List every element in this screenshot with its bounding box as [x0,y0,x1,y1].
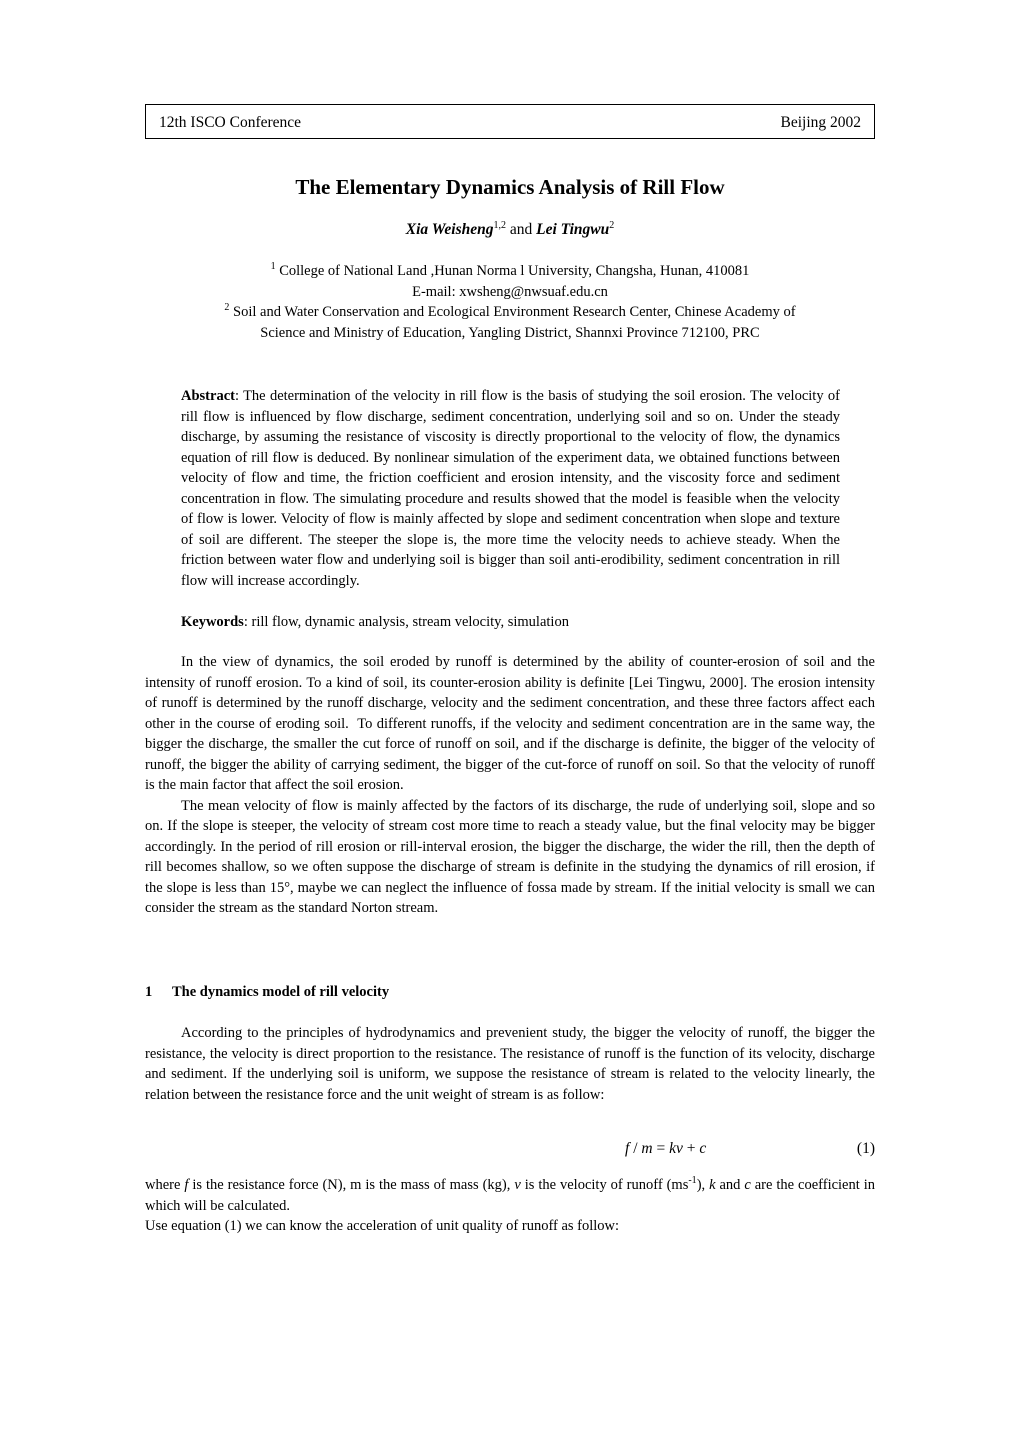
affiliation-1 [160,261,860,282]
author-line [0,219,1020,241]
eq-slash: / [629,1140,642,1157]
header-conference: 12th ISCO Conference [159,114,302,131]
body-paragraph-2: The mean velocity of flow is mainly affected by the factors of its discharge, the rude of underlying soil, slope and so on. If the slope is steeper, the velocity of stream cost more time to reach a steady value, but the final velocity may be bigger accordingly. In the period of rill erosion or rill-interval erosion, the bigger the discharge, the wider the rill, then the depth of rill becomes shallow, so we often suppose the discharge of stream is definite in the studying the dynamics of rill erosion, if the slope is less than 15°, maybe we can neglect the influence of fossa made by stream. If the initial velocity is small we can consider the stream as the standard Norton stream. [145,797,875,916]
body-paragraph-5: Use equation (1) we can know the acceleration of unit quality of runoff as follow: [145,1218,620,1234]
affiliation-1-text: College of National Land ,Hunan Norma l University, Changsha, Hunan, 410081 [275,263,750,279]
abstract-text: : The determination of the velocity in rill flow is the basis of studying the soil erosion. The velocity of rill flow is influenced by flow discharge, sediment concentration, underlying soil and so on. Under the steady discharge, by assuming the resistance of viscosity is directly proportional to the velocity of flow, the dynamics equation of rill flow is deduced. By nonlinear simulation of the experiment data, we obtained functions between velocity of flow and time, the friction coefficient and erosion intensity, and the viscosity force and sediment concentration in flow. The simulating procedure and results showed that the model is feasible when the velocity of flow is lower. Velocity of flow is mainly affected by slope and sediment concentration when slope and texture of soil are different. The steeper the slope is, the more time the velocity needs to achieve steady. When the friction between water flow and underlying soil is bigger than soil anti-erodibility, sediment concentration in rill flow will increase accordingly. [181,388,840,589]
p4-t5: and [715,1177,745,1193]
body-paragraph-3: According to the principles of hydrodynamics and prevenient study, the bigger the velocity of runoff, the bigger the resistance, the velocity is direct proportion to the resistance. The resistance of runoff is the function of its velocity, discharge and sediment. If the underlying soil is uniform, we suppose the resistance of stream is related to the velocity linearly, the relation between the resistance force and the unit weight of stream is as follow: [145,1025,875,1103]
equation-1 [145,1138,875,1160]
p4-t6: are the coefficient in which will be calculated. [145,1177,875,1214]
affiliation-2 [160,302,860,323]
p4-t2: is the resistance force (N), m is the mass of mass (kg), [188,1177,515,1193]
affiliation-2-line2: Science and Ministry of Education, Yangling District, Shannxi Province 712100, PRC [260,324,760,341]
p4-var-f: f [184,1177,189,1193]
author-email: E-mail: xwsheng@nwsuaf.edu.cn [412,283,608,300]
equation-number: (1) [856,1140,875,1157]
author-2-affil: 2 [609,219,615,231]
eq-f: f [625,1140,630,1157]
author-1-affil: 1,2 [493,219,506,231]
abstract-label: Abstract [181,388,235,404]
p4-t4: ), [696,1177,710,1193]
paper-title: The Elementary Dynamics Analysis of Rill Flow [295,175,725,199]
header-location-year: Beijing 2002 [780,114,861,131]
p4-t1: where [145,1177,185,1193]
keywords-label: Keywords [181,614,244,630]
equation-explanation [145,1175,875,1237]
section-heading [145,982,389,1003]
equation-expression [625,1138,706,1160]
section-1-paragraph [145,1023,875,1105]
abstract [181,386,840,591]
keywords [181,612,840,633]
running-header [145,104,875,139]
body-paragraph-1: In the view of dynamics, the soil eroded by runoff is determined by the ability of counter-erosion of soil and the intensity of runoff erosion. To a kind of soil, its counter-erosion ability is definite [Lei Tingwu, 2000]. The erosion intensity of runoff is determined by the runoff discharge, velocity and the sediment concentration, and these three factors affect each other in the course of eroding soil. To different runoffs, if the velocity and sediment concentration are in the same way, the bigger the discharge, the smaller the cut force of runoff on soil, and if the discharge is definite, the bigger of the velocity of runoff, the bigger the ability of carrying sediment, the bigger of the cut-force of runoff on soil. So that the velocity of runoff is the main factor that affect the soil erosion. [145,654,875,793]
affiliation-2-marker: 2 [224,302,230,314]
eq-equals: = [652,1140,670,1157]
p4-t3: is the velocity of runoff (ms [520,1177,689,1193]
eq-plus: + [682,1140,700,1157]
p4-sup: -1 [688,1175,697,1187]
affiliation-1-marker: 1 [270,261,276,273]
eq-m: m [641,1140,653,1157]
eq-kv: kv [669,1140,683,1157]
affiliation-2-text-line1: Soil and Water Conservation and Ecological Environment Research Center, Chinese Academy of [229,304,796,320]
p4-var-c: c [744,1177,751,1193]
eq-c: c [699,1140,707,1157]
section-title: The dynamics model of rill velocity [172,984,390,1000]
body-paragraph-4 [145,1175,875,1216]
author-2: Lei Tingwu [536,221,610,238]
author-conjunction: and [506,221,537,238]
p4-var-v: v [514,1177,521,1193]
keywords-text: : rill flow, dynamic analysis, stream velocity, simulation [243,614,569,630]
p4-var-k: k [709,1177,716,1193]
intro-paragraphs [145,652,875,919]
section-number: 1 [145,984,153,1000]
author-1: Xia Weisheng [405,221,494,238]
affiliations [160,261,860,343]
